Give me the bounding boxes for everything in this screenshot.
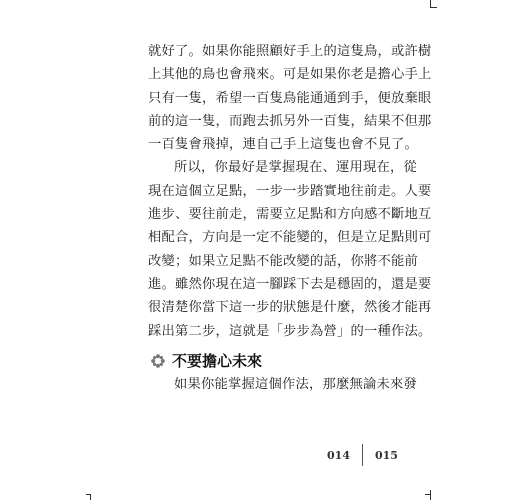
text-line: 前的這一隻，而跑去抓另外一百隻，結果不但那 [148, 113, 432, 129]
section-heading-text: 不要擔心未來 [172, 352, 263, 370]
text-line: 只有一隻，希望一百隻鳥能通通到手，便放棄眼 [148, 90, 432, 106]
crop-mark [425, 494, 431, 495]
text-line: 一百隻會飛掉，連自己手上這隻也會不見了。 [148, 137, 418, 153]
text-line: 踩出第二步，這就是「步步為營」的一種作法。 [148, 323, 432, 339]
text-line: 上其他的鳥也會飛來。可是如果你老是擔心手上 [148, 67, 432, 83]
flower-ornament-icon [150, 353, 166, 369]
text-line: 改變；如果立足點不能改變的話，你將不能前 [148, 253, 418, 269]
crop-mark [430, 7, 437, 8]
paragraph-3 [148, 373, 417, 396]
text-line: 進步、要往前走，需要立足點和方向感不斷地互 [148, 207, 432, 223]
main-text [148, 40, 432, 343]
section-heading [150, 350, 262, 371]
text-line: 所以，你最好是掌握現在、運用現在，從 [174, 160, 417, 176]
text-line: 如果你能掌握這個作法，那麼無論未來發 [174, 377, 417, 392]
page-footer [320, 440, 405, 470]
crop-mark [430, 490, 431, 500]
page-divider [362, 444, 363, 466]
text-line: 進。雖然你現在這一腳踩下去是穩固的，還是要 [148, 276, 432, 292]
page-number-right: 015 [375, 448, 398, 462]
text-line: 現在這個立足點，一步一步踏實地往前走。人要 [148, 183, 432, 199]
paragraph-3-container [148, 373, 417, 396]
crop-mark [86, 494, 91, 495]
paragraph-1 [148, 40, 432, 156]
page-number-left: 014 [327, 448, 350, 462]
text-line: 很清楚你當下這一步的狀態是什麼，然後才能再 [148, 300, 432, 316]
text-line: 就好了。如果你能照顧好手上的這隻鳥，或許樹 [148, 44, 432, 59]
text-line: 相配合，方向是一定不能變的，但是立足點則可 [148, 230, 432, 246]
paragraph-2 [148, 156, 432, 342]
